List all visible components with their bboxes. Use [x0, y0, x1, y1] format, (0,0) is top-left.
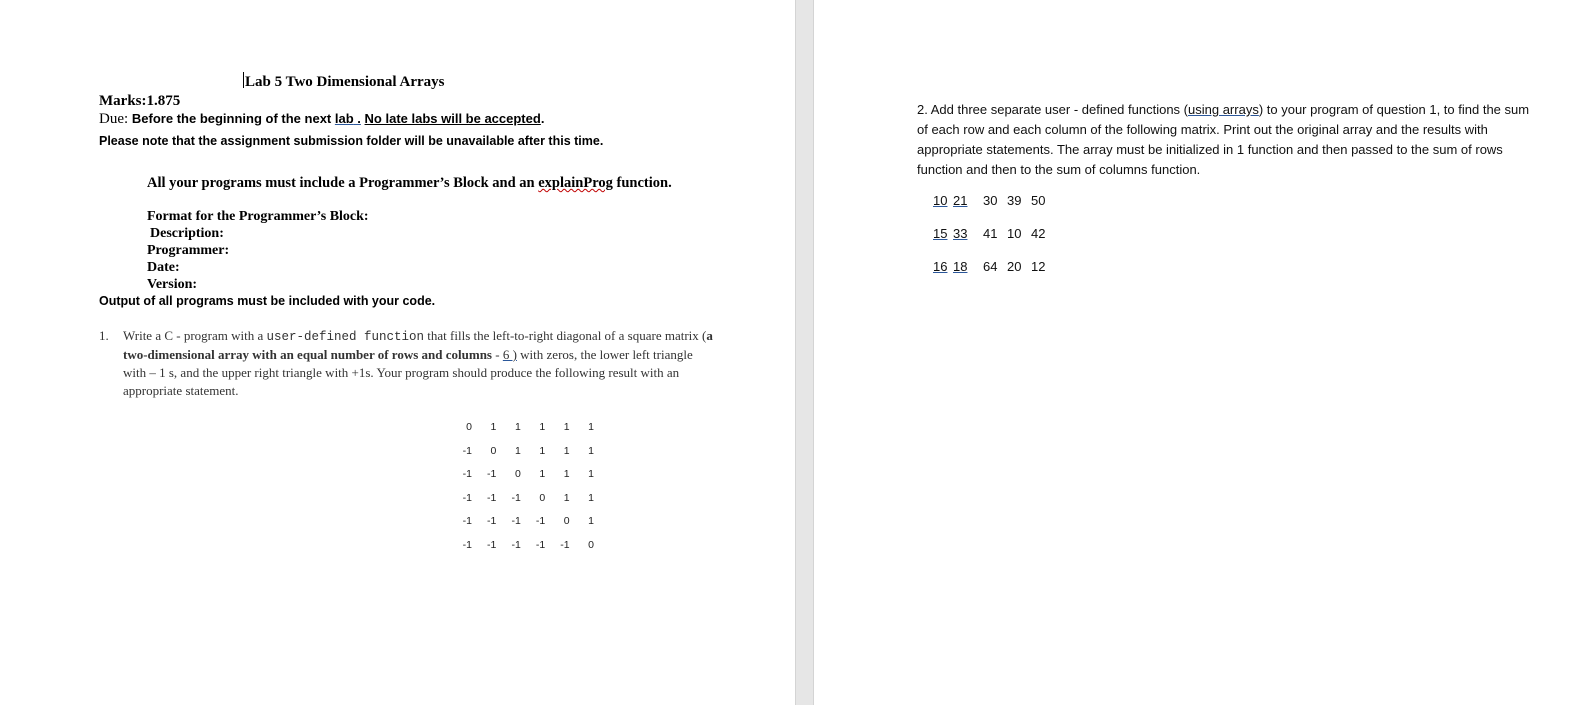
document-page-right[interactable]	[814, 0, 1595, 705]
matrix-cell: 1	[563, 491, 570, 504]
q1-bold: a two-dimensional array with an equal number of rows and columns	[123, 328, 713, 362]
sum-matrix-cell: 30	[983, 193, 998, 208]
matrix-cell: -1	[462, 538, 472, 551]
due-period: .	[540, 111, 545, 126]
matrix-cell: 1	[563, 468, 570, 481]
matrix-cell: 1	[539, 468, 546, 481]
matrix-cell: 1	[563, 421, 570, 433]
matrix-cell: -1	[487, 538, 497, 551]
sum-matrix-cell: 20	[1007, 259, 1022, 274]
format-date: Date:	[147, 260, 180, 275]
matrix-cell: -1	[511, 538, 521, 551]
due-text: Before the beginning of the next	[131, 111, 335, 126]
due-lab-after: .	[353, 111, 361, 126]
matrix-cell: 1	[539, 444, 546, 457]
matrix-cell: -1	[462, 444, 472, 457]
sum-matrix-cell: 15	[933, 226, 948, 241]
sum-matrix-cell: 42	[1031, 226, 1046, 241]
sum-matrix-cell: 39	[1007, 193, 1022, 208]
format-title: Format for the Programmer’s Block:	[147, 209, 369, 224]
page-gap	[795, 0, 814, 705]
matrix-cell: 1	[514, 421, 521, 433]
sum-matrix-cell: 16	[933, 259, 948, 274]
matrix-cell: -1	[560, 538, 570, 551]
matrix-cell: -1	[462, 468, 472, 481]
matrix-cell: 1	[588, 444, 594, 457]
matrix-cell: 1	[588, 421, 594, 433]
matrix-cell: 0	[563, 515, 570, 528]
due-late-text: No late labs will be accepted	[364, 111, 541, 126]
q1-part1: Write a C - program with a	[123, 328, 267, 343]
q1-size: 6 )	[502, 347, 517, 362]
q2-link: using arrays	[1188, 102, 1259, 117]
programs-requirement-after: function.	[612, 175, 672, 191]
matrix-cell: 0	[588, 538, 594, 551]
matrix-cell: -1	[462, 515, 472, 528]
q1-part3: -	[491, 347, 503, 362]
due-lab-word: lab	[334, 111, 354, 126]
sum-matrix-cell: 64	[983, 259, 998, 274]
due-label: Due:	[99, 111, 132, 127]
matrix-cell: -1	[462, 491, 472, 504]
sum-matrix-cell: 12	[1031, 259, 1046, 274]
sum-matrix-cell: 21	[953, 193, 968, 208]
matrix-cell: -1	[535, 515, 546, 528]
matrix-cell: 1	[588, 468, 594, 481]
matrix-cell: -1	[487, 491, 497, 504]
question2-text	[917, 100, 1542, 180]
matrix-cell: 0	[466, 421, 472, 433]
format-programmer: Programmer:	[147, 243, 230, 258]
matrix-cell: -1	[511, 491, 521, 504]
marks-line: Marks:1.875	[99, 93, 181, 109]
submission-note: Please note that the assignment submission folder will be unavailable after this time.	[99, 134, 604, 148]
explainprog-word: explainProg	[538, 175, 613, 191]
matrix-cell: 1	[588, 515, 594, 528]
q2-part2: ) to your program of question 1, to find the sum of each row and each column of the following matrix. Print out the original array and the results with appropriate statements. The array must be initialized in 1 function and then passed to the sum of rows function and then to the sum of columns function.	[917, 102, 1530, 177]
sum-matrix-cell: 10	[1007, 226, 1022, 241]
sum-matrix-cell: 41	[983, 226, 998, 241]
due-line	[99, 111, 544, 128]
matrix-cell: 0	[539, 491, 546, 504]
matrix-cell: 1	[588, 491, 594, 504]
question1-text	[123, 327, 713, 400]
sum-matrix-cell: 18	[953, 259, 968, 274]
question1-number: 1.	[99, 328, 109, 343]
sum-matrix-cell: 50	[1031, 193, 1046, 208]
document-page-left[interactable]	[0, 0, 795, 705]
matrix-cell: 0	[490, 444, 497, 457]
format-description: Description:	[150, 226, 224, 241]
matrix-cell: 1	[490, 421, 497, 433]
programs-requirement-before: All your programs must include a Programmer’s Block and an	[147, 175, 539, 191]
doc-title: Lab 5 Two Dimensional Arrays	[245, 74, 445, 90]
matrix-cell: -1	[487, 468, 497, 481]
sum-matrix-cell: 33	[953, 226, 968, 241]
matrix-cell: 1	[539, 421, 546, 433]
q1-part4: with zeros, the lower left triangle with – 1 s, and the upper right triangle with +1s. Your program should produce the following result with an appropriate statement.	[123, 347, 693, 398]
matrix-cell: -1	[535, 538, 546, 551]
matrix-cell: -1	[487, 515, 497, 528]
matrix-cell: -1	[511, 515, 521, 528]
q1-mono: user-defined function	[266, 330, 425, 344]
format-version: Version:	[147, 277, 198, 292]
programs-requirement	[147, 175, 672, 192]
q1-part2: that fills the left-to-right diagonal of a square matrix (	[424, 328, 707, 343]
matrix-cell: 1	[563, 444, 570, 457]
matrix-cell: 0	[514, 468, 521, 481]
q2-part1: 2. Add three separate user - defined functions (	[917, 102, 1189, 117]
matrix-cell: 1	[514, 444, 521, 457]
output-note: Output of all programs must be included with your code.	[99, 294, 436, 308]
text-cursor	[243, 72, 244, 88]
sum-matrix-cell: 10	[933, 193, 948, 208]
